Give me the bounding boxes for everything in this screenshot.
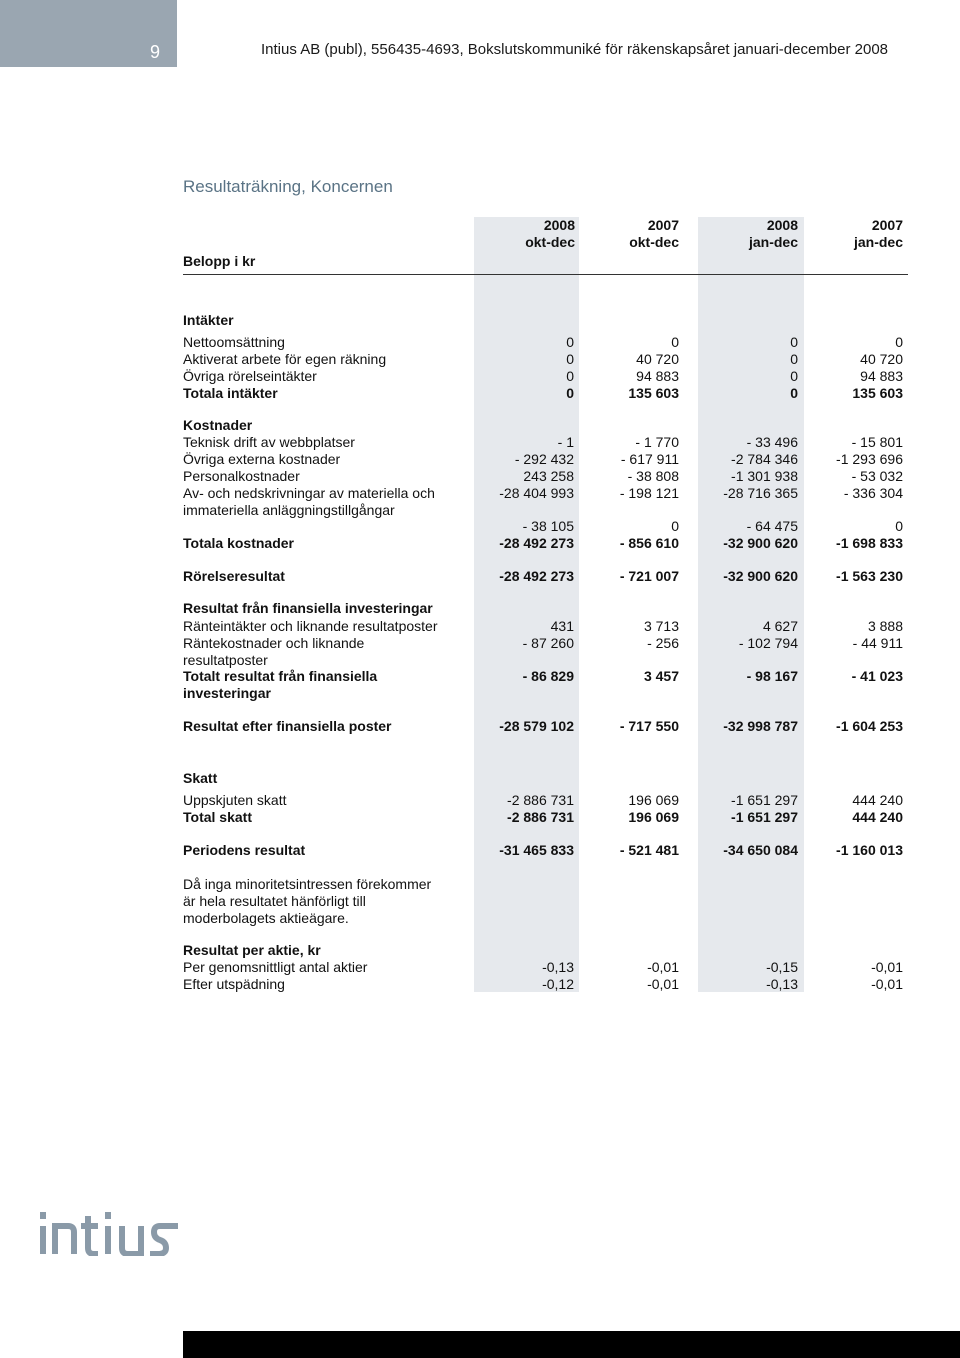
cell-value: 0 [790, 368, 798, 384]
cell-value: -28 492 273 [499, 568, 574, 584]
cell-value: 0 [566, 351, 574, 367]
cell-value: - 521 481 [619, 842, 679, 858]
column-year: 2008 [766, 217, 798, 233]
row-label: Resultat per aktie, kr [183, 942, 321, 958]
row-label: Resultat från finansiella investeringar [183, 600, 433, 616]
row-label: Totalt resultat från finansiella [183, 668, 378, 684]
shaded-column-2008-jan-dec [698, 217, 804, 992]
column-header-2 [629, 217, 679, 251]
cell-value: -0,13 [766, 976, 798, 992]
cell-value: -0,01 [647, 976, 679, 992]
row-label: Rörelseresultat [183, 568, 285, 584]
cell-value: 0 [895, 334, 903, 350]
cell-value: 0 [566, 385, 574, 401]
row-label: Resultat efter finansiella poster [183, 718, 392, 734]
page-number-box [0, 0, 177, 67]
page-number: 9 [150, 42, 161, 62]
cell-value: 0 [671, 334, 679, 350]
cell-value: 444 240 [852, 809, 903, 825]
cell-value: -1 301 938 [731, 468, 798, 484]
row-label: Räntekostnader och liknande [183, 635, 365, 651]
cell-value: - 33 496 [746, 434, 798, 450]
cell-value: - 292 432 [514, 451, 574, 467]
cell-value: -34 650 084 [723, 842, 798, 858]
shaded-column-2008-okt-dec [474, 217, 579, 992]
cell-value: -0,01 [871, 959, 903, 975]
column-header-4 [854, 217, 903, 251]
cell-value: 196 069 [628, 809, 679, 825]
column-header-3 [749, 217, 798, 251]
row-label: Uppskjuten skatt [183, 792, 287, 808]
cell-value: -2 886 731 [507, 792, 574, 808]
column-period: jan-dec [853, 234, 903, 250]
cell-value: - 1 770 [635, 434, 679, 450]
cell-value: - 86 829 [522, 668, 574, 684]
row-label: investeringar [183, 685, 271, 701]
row-label: resultatposter [183, 652, 268, 668]
row-label: Total skatt [183, 809, 252, 825]
cell-value: - 717 550 [619, 718, 679, 734]
cell-value: -28 716 365 [723, 485, 798, 501]
footer-bar [183, 1331, 960, 1358]
cell-value: - 41 023 [851, 668, 903, 684]
cell-value: 196 069 [628, 792, 679, 808]
column-period: jan-dec [748, 234, 798, 250]
cell-value: - 44 911 [852, 635, 903, 651]
cell-value: 444 240 [852, 792, 903, 808]
cell-value: 0 [790, 351, 798, 367]
cell-value: 431 [550, 618, 574, 634]
row-label: är hela resultatet hänförligt till [183, 893, 366, 909]
row-label: Totala intäkter [183, 385, 278, 401]
column-period: okt-dec [629, 234, 679, 250]
row-label: Av- och nedskrivningar av materiella och [183, 485, 435, 501]
cell-value: 3 457 [643, 668, 679, 684]
cell-value: 0 [671, 518, 679, 534]
cell-value: -28 404 993 [499, 485, 574, 501]
cell-value: 0 [895, 518, 903, 534]
column-header-1 [525, 217, 575, 251]
cell-value: - 38 808 [627, 468, 679, 484]
row-label: Per genomsnittligt antal aktier [183, 959, 368, 975]
cell-value: -31 465 833 [499, 842, 574, 858]
cell-value: 40 720 [636, 351, 679, 367]
cell-value: 3 888 [867, 618, 903, 634]
cell-value: 0 [790, 385, 798, 401]
cell-value: - 87 260 [522, 635, 574, 651]
document-header: Intius AB (publ), 556435-4693, Bokslutskommuniké för räkenskapsåret januari-december 2008 [261, 41, 889, 58]
cell-value: 0 [566, 334, 574, 350]
intius-logo [38, 1210, 188, 1256]
cell-value: 3 713 [643, 618, 679, 634]
column-year: 2008 [543, 217, 575, 233]
header-divider [183, 274, 908, 275]
cell-value: - 256 [647, 635, 679, 651]
cell-value: - 198 121 [619, 485, 679, 501]
cell-value: -1 604 253 [836, 718, 903, 734]
cell-value: - 721 007 [619, 568, 679, 584]
cell-value: - 856 610 [619, 535, 679, 551]
cell-value: - 617 911 [620, 451, 679, 467]
row-label: Aktiverat arbete för egen räkning [183, 351, 387, 367]
cell-value: -0,13 [542, 959, 574, 975]
cell-value: 243 258 [523, 468, 574, 484]
cell-value: - 15 801 [851, 434, 903, 450]
cell-value: -1 293 696 [836, 451, 903, 467]
cell-value: 135 603 [628, 385, 679, 401]
row-label: Ränteintäkter och liknande resultatposter [183, 618, 438, 634]
row-label: Skatt [183, 770, 218, 786]
row-label: Periodens resultat [183, 842, 306, 858]
cell-value: -28 579 102 [499, 718, 574, 734]
cell-value: -32 998 787 [723, 718, 798, 734]
cell-value: - 53 032 [851, 468, 903, 484]
cell-value: - 38 105 [522, 518, 574, 534]
section-title: Resultaträkning, Koncernen [183, 177, 393, 196]
row-label: Totala kostnader [183, 535, 294, 551]
cell-value: -1 651 297 [731, 809, 798, 825]
cell-value: - 64 475 [746, 518, 798, 534]
row-label: Övriga rörelseintäkter [183, 368, 317, 384]
cell-value: 0 [566, 368, 574, 384]
row-label: Personalkostnader [183, 468, 300, 484]
unit-label: Belopp i kr [183, 253, 256, 269]
row-label: Kostnader [183, 417, 253, 433]
cell-value: -0,01 [647, 959, 679, 975]
cell-value: -0,01 [871, 976, 903, 992]
cell-value: -28 492 273 [499, 535, 574, 551]
cell-value: 135 603 [852, 385, 903, 401]
row-label: moderbolagets aktieägare. [183, 910, 349, 926]
row-label: Då inga minoritetsintressen förekommer [183, 876, 432, 892]
row-label: Teknisk drift av webbplatser [183, 434, 355, 450]
cell-value: -32 900 620 [723, 535, 798, 551]
cell-value: -1 698 833 [836, 535, 903, 551]
column-year: 2007 [647, 217, 679, 233]
cell-value: - 98 167 [746, 668, 798, 684]
row-label: Övriga externa kostnader [183, 451, 341, 467]
cell-value: -2 784 346 [731, 451, 798, 467]
cell-value: - 102 794 [738, 635, 798, 651]
cell-value: -0,12 [542, 976, 574, 992]
row-label: Intäkter [183, 312, 234, 328]
cell-value: -1 651 297 [731, 792, 798, 808]
row-label: Nettoomsättning [183, 334, 285, 350]
cell-value: 40 720 [860, 351, 903, 367]
cell-value: -2 886 731 [507, 809, 574, 825]
cell-value: -1 563 230 [836, 568, 903, 584]
cell-value: -32 900 620 [723, 568, 798, 584]
cell-value: 94 883 [636, 368, 679, 384]
column-period: okt-dec [525, 234, 575, 250]
cell-value: - 336 304 [843, 485, 903, 501]
column-year: 2007 [871, 217, 903, 233]
cell-value: 0 [790, 334, 798, 350]
cell-value: -0,15 [766, 959, 798, 975]
cell-value: 94 883 [860, 368, 903, 384]
row-label: Efter utspädning [183, 976, 285, 992]
cell-value: 4 627 [762, 618, 798, 634]
cell-value: - 1 [557, 434, 574, 450]
cell-value: -1 160 013 [836, 842, 903, 858]
row-label: immateriella anläggningstillgångar [183, 502, 395, 518]
